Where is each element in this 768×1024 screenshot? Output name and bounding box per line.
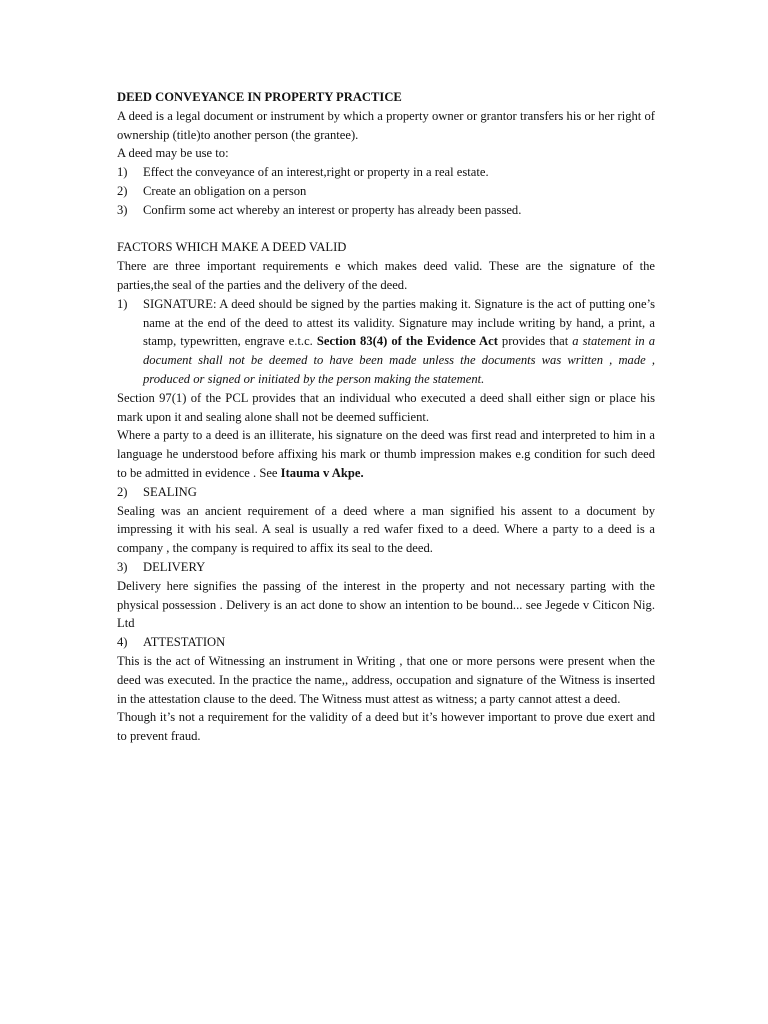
section97-paragraph: Section 97(1) of the PCL provides that an individual who executed a deed shall either sign or place his mark upon it and sealing alone shall not be deemed sufficient.: [117, 390, 655, 424]
sealing-heading: [117, 483, 655, 502]
section-heading: SEALING: [143, 484, 197, 499]
evidence-act-quote: a statement in a document shall not be deemed to have been made unless the documents was written , made , produced or signed or initiated by the person making the statement.: [143, 334, 655, 386]
section-heading: DELIVERY: [143, 559, 206, 574]
list-item: [117, 201, 655, 220]
list-text: Effect the conveyance of an interest,right or property in a real estate.: [143, 165, 489, 180]
sealing-paragraph: Sealing was an ancient requirement of a deed where a man signified his assent to a document by impressing it with his seal. A seal is usually a red wafer fixed to a deed. Where a party to a deed is a company , the company is required to affix its seal to the deed.: [117, 503, 655, 556]
list-number: 1): [117, 165, 128, 180]
signature-text-mid: provides that: [497, 334, 573, 349]
list-number: 4): [117, 635, 128, 650]
list-item: [117, 163, 655, 182]
case-reference: Itauma v Akpe.: [280, 465, 364, 480]
document-page: [117, 88, 655, 746]
paragraph-spacer: [117, 220, 655, 239]
signature-text-start: SIGNATURE: A deed should be signed by the parties making it. Signature is the act of putting one’s name at the end of the deed to attest its validity. Signature may include writing by hand, a print, a stamp, typewritten, engrave e.t.c.: [143, 296, 655, 349]
document-title: DEED CONVEYANCE IN PROPERTY PRACTICE: [117, 90, 402, 104]
factors-intro-paragraph: There are three important requirements e which makes deed valid. These are the signature of the parties,the seal of the parties and the delivery of the deed.: [117, 259, 655, 292]
attestation-heading: [117, 633, 655, 652]
attestation-paragraph: This is the act of Witnessing an instrument in Writing , that one or more persons were present when the deed was executed. In the practice the name,, address, occupation and signature of the Witness is inserted in the attestation clause to the deed. The Witness must attest as witness; a party cannot attest a deed.: [117, 653, 655, 706]
list-number: 3): [117, 202, 128, 217]
uses-heading: A deed may be use to:: [117, 146, 229, 161]
list-text: Confirm some act whereby an interest or property has already been passed.: [143, 202, 522, 217]
delivery-heading: [117, 558, 655, 577]
factors-heading: FACTORS WHICH MAKE A DEED VALID: [117, 240, 347, 255]
intro-paragraph: A deed is a legal document or instrument by which a property owner or grantor transfers his or her right of ownership (title)to another person (the grantee).: [117, 108, 655, 142]
illiterate-text: Where a party to a deed is an illiterate, his signature on the deed was first read and interpreted to him in a language he understood before affixing his mark or thumb impression makes e.g condition for such deed to be admitted in evidence . See: [117, 428, 655, 480]
list-number: 2): [117, 183, 128, 198]
list-number: 1): [117, 296, 128, 311]
illiterate-paragraph: [117, 426, 655, 482]
list-number: 2): [117, 484, 128, 499]
list-item: [117, 182, 655, 201]
section-heading: ATTESTATION: [143, 635, 226, 650]
list-text: Create an obligation on a person: [143, 183, 307, 198]
evidence-act-reference: Section 83(4) of the Evidence Act: [316, 334, 498, 349]
closing-paragraph: Though it’s not a requirement for the validity of a deed but it’s however important to prove due exert and to prevent fraud.: [117, 710, 655, 744]
signature-section: [117, 295, 655, 389]
list-number: 3): [117, 559, 128, 574]
signature-text: [143, 295, 655, 389]
delivery-paragraph: Delivery here signifies the passing of the interest in the property and not necessary parting with the physical possession . Delivery is an act done to show an intention to be bound... see Jegede v Citicon Nig. Ltd: [117, 578, 655, 631]
